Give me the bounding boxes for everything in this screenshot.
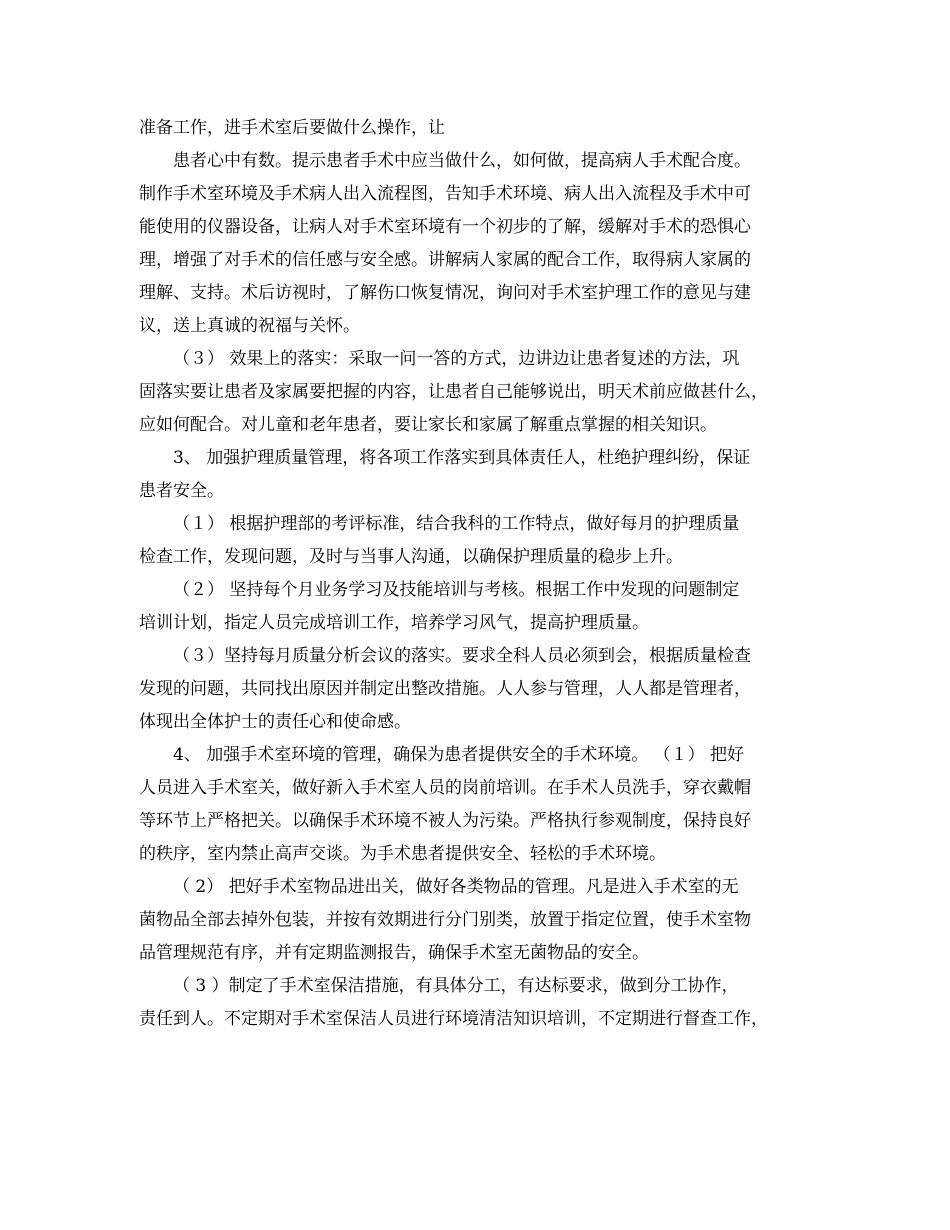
- text-line: （３） 效果上的落实：采取一问一答的方式，边讲边让患者复述的方法，巩: [173, 349, 740, 369]
- text-line: （３）坚持每月质量分析会议的落实。要求全科人员必须到会，根据质量检查: [173, 646, 751, 666]
- text-line: 检查工作，发现问题，及时与当事人沟通，以确保护理质量的稳步上升。: [139, 547, 683, 567]
- text-line: 品管理规范有序，并有定期监测报告，确保手术室无菌物品的安全。: [139, 943, 649, 963]
- text-line: 制作手术室环境及手术病人出入流程图，告知手术环境、病人出入流程及手术中可: [139, 184, 751, 204]
- text-line: 的秩序，室内禁止高声交谈。为手术患者提供安全、轻松的手术环境。: [139, 844, 666, 864]
- text-line: 人员进入手术室关，做好新入手术室人员的岗前培训。在手术人员洗手，穿衣戴帽: [139, 778, 751, 798]
- text-line: （２） 坚持每个月业务学习及技能培训与考核。根据工作中发现的问题制定: [173, 580, 740, 600]
- text-line: （１） 根据护理部的考评标准，结合我科的工作特点，做好每月的护理质量: [173, 514, 740, 534]
- text-line: 应如何配合。对儿童和老年患者，要让家长和家属了解重点掌握的相关知识。: [139, 415, 717, 435]
- document-body: [139, 112, 829, 1036]
- text-line: 培训计划，指定人员完成培训工作，培养学习风气，提高护理质量。: [139, 613, 649, 633]
- text-line: 4、 加强手术室环境的管理，确保为患者提供安全的手术环境。 （１） 把好: [173, 745, 745, 765]
- text-line: 理解、支持。术后访视时，了解伤口恢复情况，询问对手术室护理工作的意见与建: [139, 283, 751, 303]
- text-line: 体现出全体护士的责任心和使命感。: [139, 712, 411, 732]
- text-line: 3、 加强护理质量管理，将各项工作落实到具体责任人，杜绝护理纠纷，保证: [173, 448, 751, 468]
- text-line: 菌物品全部去掉外包装，并按有效期进行分门别类，放置于指定位置，使手术室物: [139, 910, 751, 930]
- text-line: 发现的问题，共同找出原因并制定出整改措施。人人参与管理，人人都是管理者，: [139, 679, 751, 699]
- text-line: 患者安全。: [139, 481, 224, 501]
- text-line: （ 3 ）制定了手术室保洁措施，有具体分工，有达标要求，做到分工协作，: [173, 976, 739, 996]
- text-line: 责任到人。不定期对手术室保洁人员进行环境清洁知识培训，不定期进行督查工作，: [139, 1009, 768, 1029]
- text-line: 患者心中有数。提示患者手术中应当做什么，如何做，提高病人手术配合度。: [173, 151, 751, 171]
- text-line: 能使用的仪器设备，让病人对手术室环境有一个初步的了解，缓解对手术的恐惧心: [139, 217, 751, 237]
- text-line: 准备工作，进手术室后要做什么操作，让: [139, 118, 445, 138]
- text-line: 理，增强了对手术的信任感与安全感。讲解病人家属的配合工作，取得病人家属的: [139, 250, 751, 270]
- text-line: 议，送上真诚的祝福与关怀。: [139, 316, 360, 336]
- text-line: 等环节上严格把关。以确保手术环境不被人为污染。严格执行参观制度，保持良好: [139, 811, 751, 831]
- text-line: （ 2） 把好手术室物品进出关，做好各类物品的管理。凡是进入手术室的无: [173, 877, 739, 897]
- text-line: 固落实要让患者及家属要把握的内容，让患者自己能够说出，明天术前应做甚什么，: [139, 382, 768, 402]
